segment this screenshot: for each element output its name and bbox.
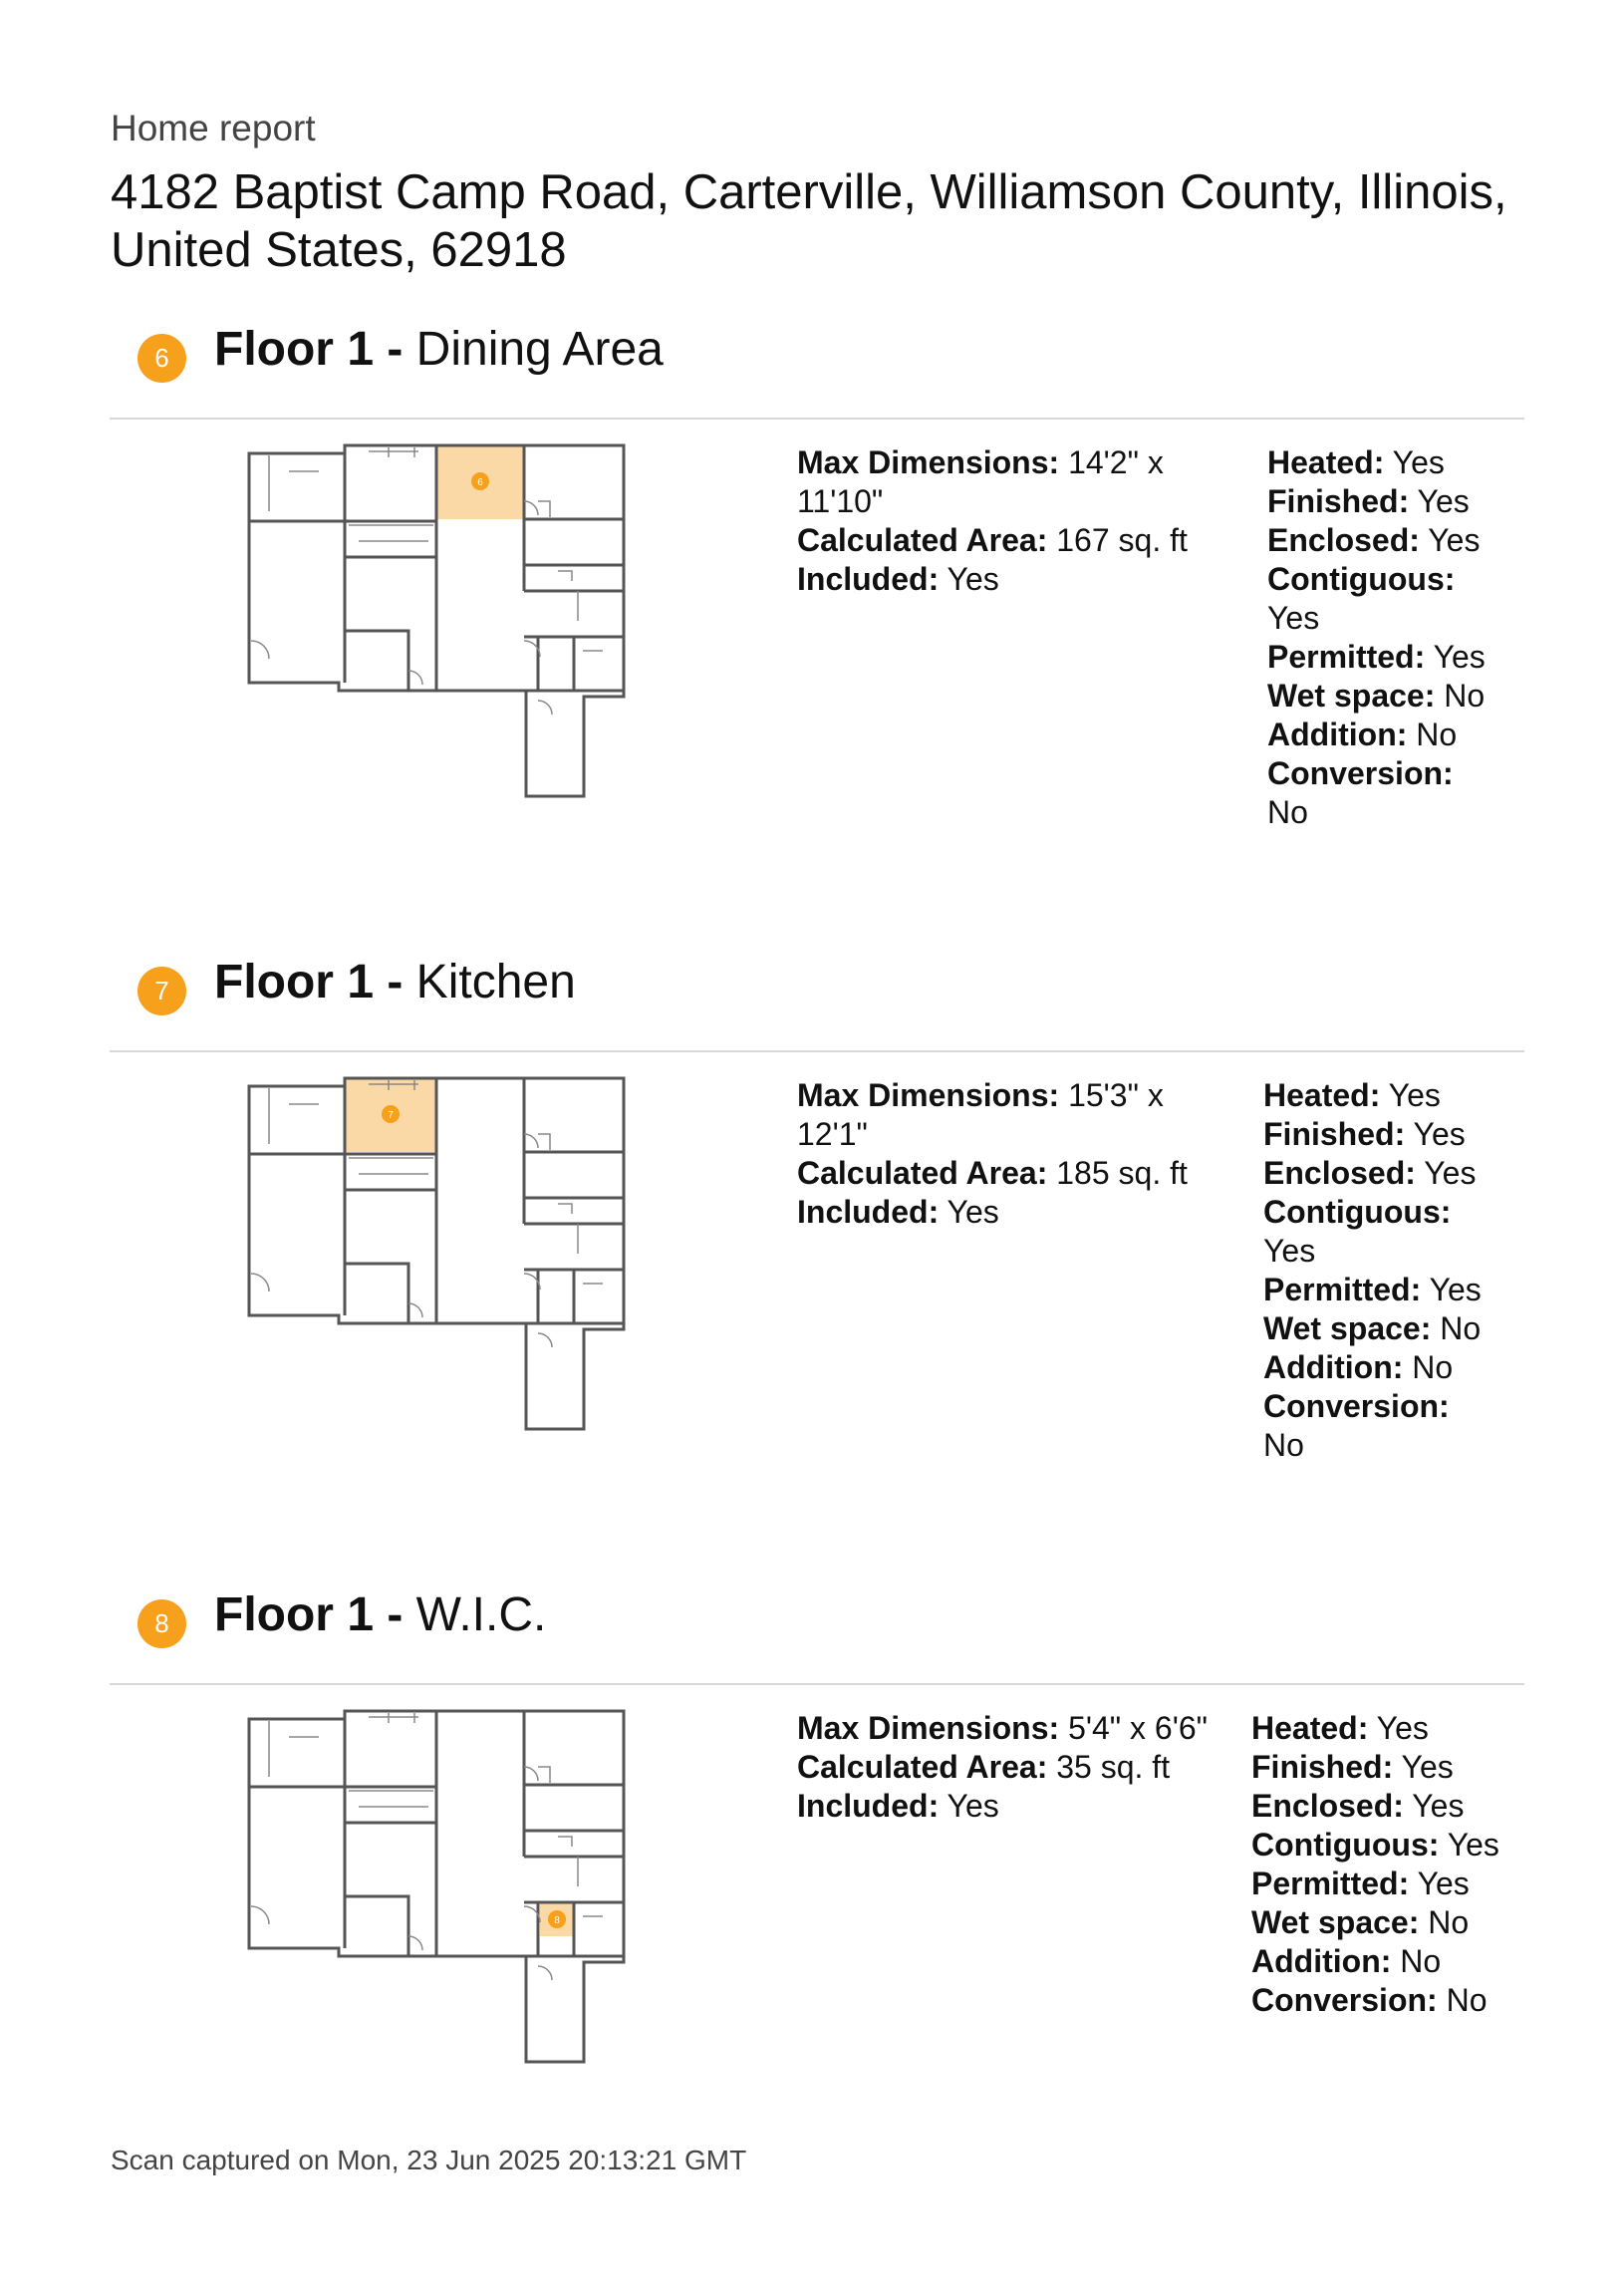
- included-value: Yes: [939, 1194, 999, 1230]
- property-value: Yes: [1439, 1827, 1499, 1863]
- included-label: Included:: [797, 1788, 940, 1824]
- room-number-badge: 6: [137, 334, 186, 383]
- property-row: [1263, 1076, 1492, 1115]
- property-value: No: [1403, 1349, 1454, 1385]
- property-value: No: [1267, 794, 1308, 830]
- property-value: Yes: [1421, 1272, 1482, 1307]
- property-value: Yes: [1263, 1233, 1316, 1269]
- svg-text:6: 6: [477, 477, 483, 488]
- room-properties: [1267, 443, 1496, 832]
- property-label: Addition:: [1267, 717, 1408, 752]
- property-row: [1251, 1826, 1520, 1865]
- floor-label: Floor 1: [214, 1588, 375, 1641]
- property-label: Permitted:: [1267, 639, 1426, 675]
- floor-label: Floor 1: [214, 323, 375, 376]
- property-label: Addition:: [1251, 1943, 1392, 1979]
- property-label: Wet space:: [1251, 1904, 1420, 1940]
- max-dimensions-value: 14'2" x 11'10": [797, 444, 1164, 519]
- room-name: W.I.C.: [415, 1588, 547, 1641]
- property-row: [1267, 754, 1496, 832]
- property-label: Heated:: [1267, 444, 1385, 480]
- property-value: No: [1437, 1982, 1488, 2018]
- property-value: Yes: [1267, 600, 1320, 636]
- property-value: Yes: [1409, 1866, 1470, 1901]
- property-value: No: [1419, 1904, 1470, 1940]
- room-section-wic: [0, 1588, 1623, 2157]
- area-label: Calculated Area:: [797, 1155, 1048, 1191]
- area-label: Calculated Area:: [797, 1749, 1048, 1785]
- area-value: 35 sq. ft: [1047, 1749, 1171, 1785]
- property-row: [1251, 1709, 1520, 1748]
- property-label: Contiguous:: [1267, 561, 1456, 597]
- included-label: Included:: [797, 1194, 940, 1230]
- property-label: Addition:: [1263, 1349, 1404, 1385]
- property-value: Yes: [1405, 1116, 1466, 1152]
- property-label: Conversion:: [1251, 1982, 1438, 2018]
- floor-label: Floor 1: [214, 956, 375, 1008]
- title-separator: -: [374, 956, 416, 1008]
- property-value: No: [1391, 1943, 1442, 1979]
- area-value: 185 sq. ft: [1047, 1155, 1188, 1191]
- property-value: No: [1407, 717, 1458, 752]
- property-value: Yes: [1425, 639, 1486, 675]
- scan-timestamp: Scan captured on Mon, 23 Jun 2025 20:13:21 GMT: [111, 2145, 747, 2175]
- property-label: Wet space:: [1263, 1310, 1432, 1346]
- max-dimensions-value: 15'3" x 12'1": [797, 1077, 1164, 1152]
- property-value: Yes: [1419, 522, 1481, 558]
- property-row: [1263, 1348, 1492, 1387]
- property-row: [1263, 1309, 1492, 1348]
- property-row: [1263, 1154, 1492, 1193]
- room-name: Kitchen: [415, 956, 576, 1008]
- property-value: Yes: [1415, 1155, 1477, 1191]
- property-row: [1267, 716, 1496, 754]
- floor-plan-image: [239, 1707, 638, 2066]
- property-label: Conversion:: [1263, 1388, 1450, 1424]
- room-dimensions: [797, 443, 1216, 599]
- address-title: 4182 Baptist Camp Road, Carterville, Williamson County, Illinois, United States, 62918: [111, 165, 1507, 277]
- property-value: No: [1431, 1310, 1482, 1346]
- property-label: Finished:: [1251, 1749, 1394, 1785]
- included-value: Yes: [939, 1788, 999, 1824]
- property-row: [1263, 1115, 1492, 1154]
- property-label: Contiguous:: [1251, 1827, 1440, 1863]
- property-label: Enclosed:: [1263, 1155, 1416, 1191]
- property-row: [1251, 1942, 1520, 1981]
- property-label: Contiguous:: [1263, 1194, 1452, 1230]
- room-number-badge: 8: [137, 1599, 186, 1648]
- room-section-dining: [0, 323, 1623, 892]
- property-row: [1267, 638, 1496, 677]
- max-dimensions-label: Max Dimensions:: [797, 444, 1060, 480]
- property-value: No: [1263, 1427, 1304, 1463]
- property-value: Yes: [1409, 483, 1470, 519]
- property-row: [1267, 482, 1496, 521]
- max-dimensions-label: Max Dimensions:: [797, 1710, 1060, 1746]
- property-row: [1251, 1981, 1520, 2020]
- area-value: 167 sq. ft: [1047, 522, 1188, 558]
- title-separator: -: [374, 1588, 416, 1641]
- property-value: Yes: [1380, 1077, 1441, 1113]
- property-label: Heated:: [1263, 1077, 1381, 1113]
- property-row: [1267, 443, 1496, 482]
- property-label: Permitted:: [1251, 1866, 1410, 1901]
- title-separator: -: [374, 323, 416, 376]
- property-label: Wet space:: [1267, 678, 1436, 714]
- property-row: [1251, 1748, 1520, 1787]
- room-number-badge: 7: [137, 967, 186, 1015]
- property-value: No: [1435, 678, 1486, 714]
- property-label: Permitted:: [1263, 1272, 1422, 1307]
- report-label: Home report: [111, 108, 316, 148]
- room-name: Dining Area: [415, 323, 664, 376]
- property-label: Enclosed:: [1251, 1788, 1404, 1824]
- floor-plan-image: [239, 441, 638, 800]
- property-label: Finished:: [1263, 1116, 1406, 1152]
- property-row: [1251, 1865, 1520, 1903]
- property-row: [1263, 1387, 1492, 1465]
- svg-text:7: 7: [388, 1110, 394, 1121]
- property-row: [1263, 1193, 1492, 1271]
- included-value: Yes: [939, 561, 999, 597]
- room-dimensions: [797, 1076, 1216, 1232]
- property-label: Finished:: [1267, 483, 1410, 519]
- max-dimensions-value: 5'4" x 6'6": [1059, 1710, 1208, 1746]
- room-title: [214, 1587, 546, 1642]
- property-row: [1267, 677, 1496, 716]
- property-row: [1267, 521, 1496, 560]
- property-row: [1267, 560, 1496, 638]
- svg-text:8: 8: [554, 1915, 560, 1926]
- max-dimensions-label: Max Dimensions:: [797, 1077, 1060, 1113]
- property-value: Yes: [1384, 444, 1445, 480]
- room-properties: [1251, 1709, 1520, 2020]
- room-dimensions: [797, 1709, 1216, 1826]
- included-label: Included:: [797, 561, 940, 597]
- property-label: Enclosed:: [1267, 522, 1420, 558]
- room-properties: [1263, 1076, 1492, 1465]
- room-title: [214, 322, 664, 377]
- property-row: [1251, 1903, 1520, 1942]
- property-row: [1263, 1271, 1492, 1309]
- section-divider: [110, 1683, 1524, 1685]
- property-label: Heated:: [1251, 1710, 1369, 1746]
- room-title: [214, 955, 576, 1009]
- property-value: Yes: [1368, 1710, 1429, 1746]
- property-label: Conversion:: [1267, 755, 1454, 791]
- floor-plan-image: [239, 1074, 638, 1433]
- property-row: [1251, 1787, 1520, 1826]
- section-divider: [110, 418, 1524, 420]
- property-value: Yes: [1403, 1788, 1465, 1824]
- room-section-kitchen: [0, 956, 1623, 1525]
- section-divider: [110, 1050, 1524, 1052]
- area-label: Calculated Area:: [797, 522, 1048, 558]
- property-value: Yes: [1393, 1749, 1454, 1785]
